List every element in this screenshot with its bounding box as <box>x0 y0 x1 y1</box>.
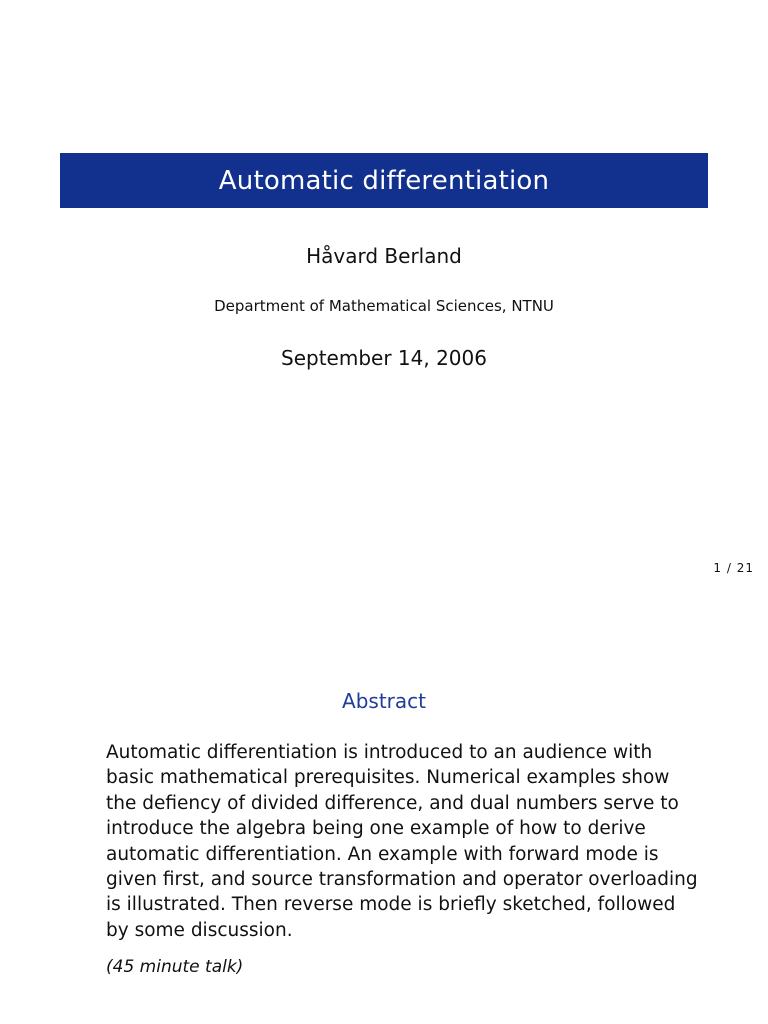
page-number: 1 / 21 <box>713 561 754 575</box>
author-name: Håvard Berland <box>306 244 462 268</box>
title-bar <box>60 153 708 208</box>
department: Department of Mathematical Sciences, NTNU <box>214 297 554 315</box>
abstract-line: automatic differentiation. An example with forward mode is <box>106 843 659 865</box>
abstract-line: introduce the algebra being one example of how to derive <box>106 818 646 840</box>
abstract-line: is illustrated. Then reverse mode is briefly sketched, followed <box>106 894 676 916</box>
abstract-line: given first, and source transformation and operator overloading <box>106 869 698 891</box>
abstract-line: Automatic differentiation is introduced to an audience with <box>106 742 653 763</box>
presentation-title: Automatic differentiation <box>218 165 550 196</box>
abstract-heading: Abstract <box>342 689 426 713</box>
abstract-line: basic mathematical prerequisites. Numerical examples show <box>106 767 670 789</box>
abstract-line: by some discussion. <box>106 919 293 941</box>
talk-duration-note: (45 minute talk) <box>106 957 244 977</box>
presentation-date: September 14, 2006 <box>281 346 487 370</box>
abstract-line: the defiency of divided difference, and dual numbers serve to <box>106 792 679 814</box>
abstract-body <box>106 740 698 943</box>
